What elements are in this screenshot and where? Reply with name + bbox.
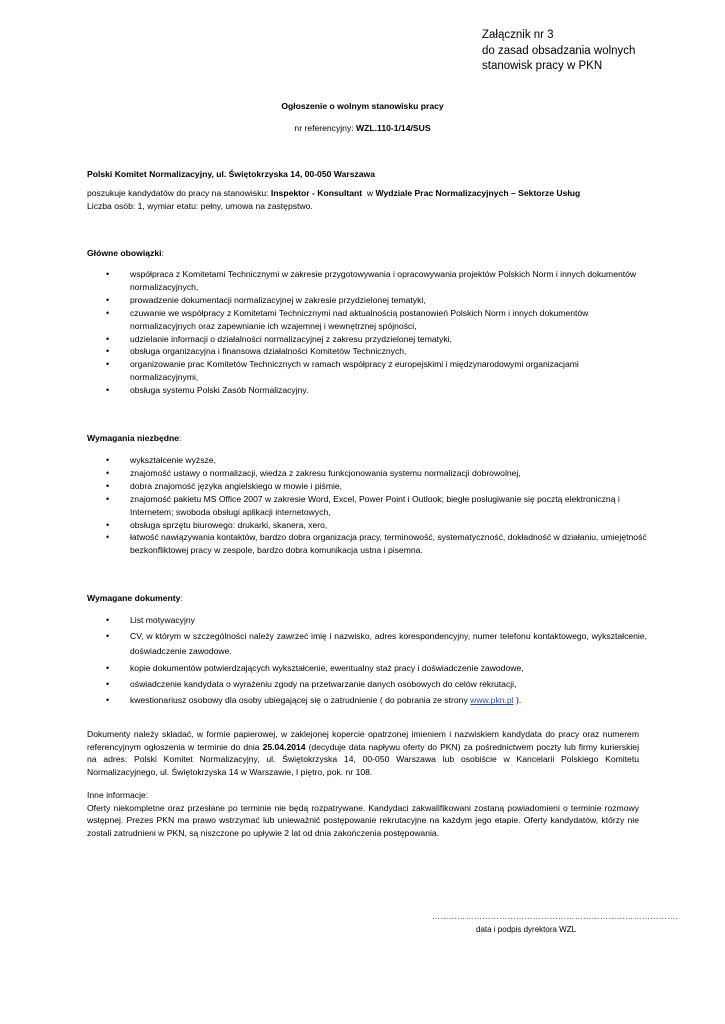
questionnaire-suffix: ). (513, 695, 522, 706)
requirement-item: • znajomość ustawy o normalizacji, wiedza z zakresu funkcjonowania systemu normalizacji dobrowolnej, (87, 467, 647, 480)
submission-deadline: 25.04.2014 (262, 741, 306, 752)
requirements-heading-text: Wymagania niezbędne (87, 433, 180, 443)
position-connector: w (362, 188, 376, 198)
other-info-heading: Inne informacje: (87, 790, 149, 800)
submission-paragraph (87, 728, 639, 778)
position-description (87, 187, 657, 212)
document-item: • CV, w którym w szczególności należy zawrzeć imię i nazwisko, adres korespondencyjny, numer telefonu kontaktowego, wykształcenie, doświadczenie zawodowe. (87, 629, 647, 659)
requirement-item: • wykształcenie wyższe, (87, 454, 647, 467)
duty-item: • współpraca z Komitetami Technicznymi w zakresie przygotowywania i opracowywania projektów Polskich Norm i innych dokumentów normalizacyjnych, (87, 268, 647, 294)
requirements-list (87, 454, 647, 557)
duty-item: • organizowanie prac Komitetów Technicznych w ramach współpracy z europejskimi i międzynarodowymi organizacjami normalizacyjnymi, (87, 358, 647, 384)
requirement-item: • łatwość nawiązywania kontaktów, bardzo dobra organizacja pracy, terminowość, systematyczność, dokładność w działaniu, umiejętność bezkonfliktowej pracy w zespole, bardzo dobra komunikacja ustna i pisemna. (87, 531, 647, 557)
submission-text-1: Dokumenty należy składać, w formie papierowej, w zaklejonej kopercie opatrzonej imieniem i nazwiskiem kandydata do pracy oraz numerem referencyjnym ogłoszenia w terminie do dnia (87, 729, 639, 752)
duty-item: • czuwanie we współpracy z Komitetami Technicznymi nad aktualnością postanowień Polskich Norm i innych dokumentów normalizacyjnych oraz zapewnianie ich wzajemnej i wewnętrznej spójności, (87, 307, 647, 333)
department-name: Wydziale Prac Normalizacyjnych – Sektorze Usług (375, 188, 581, 198)
duties-heading-text: Główne obowiązki (87, 248, 162, 258)
other-info (87, 789, 639, 839)
annex-line-3: stanowisk pracy w PKN (482, 60, 603, 72)
document-item: • kopie dokumentów potwierdzających wykształcenie, ewentualny staż pracy i doświadczenie zawodowe, (87, 661, 647, 676)
documents-heading-text: Wymagane dokumenty (87, 593, 181, 603)
announcement-title: Ogłoszenie o wolnym stanowisku pracy (281, 101, 444, 111)
documents-list (87, 613, 647, 710)
reference-value: WZL.110-1/14/SUS (356, 123, 431, 133)
questionnaire-text: kwestionariusz osobowy dla osoby ubiegającej się o zatrudnienie ( do pobrania ze strony (130, 695, 471, 706)
documents-heading: Wymagane dokumenty: (87, 593, 183, 603)
document-item: • List motywacyjny (87, 613, 647, 628)
duties-heading: Główne obowiązki: (87, 248, 164, 258)
duty-item: • obsługa organizacyjna i finansowa działalności Komitetów Technicznych, (87, 345, 647, 358)
document-item: • oświadczenie kandydata o wyrażeniu zgody na przetwarzanie danych osobowych do celów rekrutacji, (87, 677, 647, 692)
duty-item: • obsługa systemu Polski Zasób Normalizacyjny. (87, 384, 647, 397)
signature-label: data i podpis dyrektora WZL (476, 925, 577, 934)
position-line (87, 187, 657, 200)
position-intro: poszukuje kandydatów do pracy na stanowisku: (87, 188, 271, 198)
other-info-text: Oferty niekompletne oraz przesłane po terminie nie będą rozpatrywane. Kandydaci zakwalifikowani zostaną powiadomieni o terminie rozmowy wstępnej. Prezes PKN ma prawo wstrzymać lub unieważnić postępowanie rekrutacyjne na każdym jego etapie. Oferty kandydatów, którzy nie zostali zatrudnieni w PKN, są niszczone po upływie 2 lat od dnia zakończenia postępowania. (87, 802, 639, 838)
duty-item: • udzielanie informacji o działalności normalizacyjnej z zakresu przydzielonej tematyki, (87, 333, 647, 346)
reference-number (0, 123, 725, 133)
document-item (87, 693, 647, 708)
annex-line-1: Załącznik nr 3 (482, 29, 554, 41)
signature-line: ……………………………………………………………………………. (432, 912, 679, 921)
annex-line-2: do zasad obsadzania wolnych (482, 44, 636, 57)
requirement-item: • znajomość pakietu MS Office 2007 w zakresie Word, Excel, Power Point i Outlook; biegłe posługiwanie się pocztą elektroniczną i Internetem; swoboda obsługi aplikacji internetowych, (87, 493, 647, 519)
requirement-item: • dobra znajomość języka angielskiego w mowie i piśmie, (87, 480, 647, 493)
organization-address: Polski Komitet Normalizacyjny, ul. Świętokrzyska 14, 00-050 Warszawa (87, 169, 376, 179)
position-title: Inspektor - Konsultant (270, 188, 363, 198)
duty-item: • prowadzenie dokumentacji normalizacyjnej w zakresie przydzielonej tematyki, (87, 294, 647, 307)
requirement-item: • obsługa sprzętu biurowego: drukarki, skanera, xero, (87, 519, 647, 532)
reference-label: nr referencyjny: (294, 123, 357, 133)
duties-list (87, 268, 647, 397)
pkn-website-link[interactable]: www.pkn.pl (470, 695, 514, 706)
position-details: Liczba osób: 1, wymiar etatu: pełny, umowa na zastępstwo. (87, 200, 313, 211)
submission-text-2: (decyduje data napływu oferty do PKN) za pośrednictwem poczty lub firmy kurierskiej na adres: Polski Komitet Normalizacyjny, ul. Świętokrzyska 14, 00-050 Warszawa lub osobiście w Kancelarii Polskiego Komitetu Normalizacyjnego, ul. Świętokrzyska 14 w Warszawie, I piętro, pok. nr 108. (87, 741, 639, 777)
annex-note (482, 28, 635, 75)
requirements-heading: Wymagania niezbędne: (87, 433, 182, 443)
